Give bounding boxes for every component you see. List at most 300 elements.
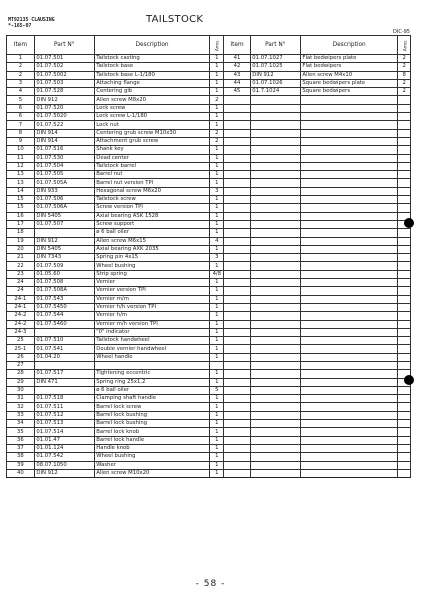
amount-cell: 1 xyxy=(210,179,224,187)
item-cell xyxy=(224,287,250,295)
amount-cell xyxy=(398,345,411,353)
item-cell: 15 xyxy=(7,196,35,204)
part-no-cell: 01.07.5460 xyxy=(34,320,94,328)
description-cell: Vernier h/h version TPI xyxy=(94,303,210,311)
item-cell xyxy=(224,444,250,452)
amount-cell xyxy=(398,287,411,295)
description-cell xyxy=(300,370,398,378)
part-no-cell xyxy=(250,469,300,477)
part-no-cell: 01.07.504 xyxy=(34,162,94,170)
table-row xyxy=(7,179,411,187)
table-row xyxy=(7,320,411,328)
item-cell: 24-1 xyxy=(7,295,35,303)
part-no-cell xyxy=(250,146,300,154)
description-cell xyxy=(300,328,398,336)
description-cell xyxy=(300,279,398,287)
part-no-cell xyxy=(250,287,300,295)
part-no-cell: 08.07.1050 xyxy=(34,461,94,469)
part-no-cell: 01.07.502 xyxy=(34,63,94,71)
part-no-cell: 01.07.528 xyxy=(34,88,94,96)
table-row xyxy=(7,469,411,477)
amount-cell xyxy=(398,411,411,419)
amount-cell xyxy=(398,320,411,328)
part-no-cell: DIN 471 xyxy=(34,378,94,386)
item-cell: 2 xyxy=(7,63,35,71)
description-cell xyxy=(300,154,398,162)
amount-cell: 1 xyxy=(210,320,224,328)
description-cell xyxy=(300,303,398,311)
description-cell xyxy=(300,162,398,170)
amount-cell: 1 xyxy=(210,220,224,228)
amount-cell xyxy=(398,453,411,461)
item-cell xyxy=(224,229,250,237)
description-cell: Allen screw M6x15 xyxy=(94,237,210,245)
page-title: TAILSTOCK xyxy=(146,14,204,25)
description-cell xyxy=(300,320,398,328)
table-row xyxy=(7,187,411,195)
amount-cell: 1 xyxy=(210,312,224,320)
description-cell xyxy=(300,453,398,461)
part-no-cell xyxy=(250,320,300,328)
amount-cell: 1 xyxy=(210,55,224,63)
part-no-cell: 01.07.508A xyxy=(34,287,94,295)
part-no-cell xyxy=(34,328,94,336)
description-cell: Lock screw xyxy=(94,104,210,112)
description-cell xyxy=(300,113,398,121)
part-no-cell: 01.07.501 xyxy=(34,55,94,63)
description-cell xyxy=(300,220,398,228)
item-cell xyxy=(224,245,250,253)
description-cell: Barrel lock handle xyxy=(94,436,210,444)
item-cell: 16 xyxy=(7,212,35,220)
part-no-cell xyxy=(34,361,94,369)
table-row xyxy=(7,137,411,145)
amount-cell: 1 xyxy=(210,262,224,270)
item-cell: 24-2 xyxy=(7,312,35,320)
amount-cell: 1 xyxy=(210,337,224,345)
item-cell xyxy=(224,395,250,403)
item-cell: 5 xyxy=(7,96,35,104)
part-no-cell: DIN 933 xyxy=(34,187,94,195)
part-no-cell xyxy=(250,171,300,179)
description-cell xyxy=(300,237,398,245)
table-row xyxy=(7,113,411,121)
table-row xyxy=(7,428,411,436)
amount-cell: 1 xyxy=(210,353,224,361)
description-cell: Double vernier handwheel xyxy=(94,345,210,353)
item-cell xyxy=(224,295,250,303)
table-row xyxy=(7,287,411,295)
part-no-cell: DIN 912 xyxy=(250,71,300,79)
item-cell xyxy=(224,411,250,419)
amount-cell: 1 xyxy=(210,146,224,154)
item-cell xyxy=(224,386,250,394)
item-cell xyxy=(224,196,250,204)
table-row xyxy=(7,461,411,469)
amount-cell xyxy=(398,229,411,237)
amount-cell xyxy=(398,137,411,145)
item-cell: 7 xyxy=(7,121,35,129)
amount-cell: 2 xyxy=(398,88,411,96)
part-no-cell xyxy=(250,196,300,204)
table-row xyxy=(7,312,411,320)
item-cell xyxy=(224,320,250,328)
item-cell: 1 xyxy=(7,55,35,63)
description-cell: Screw version TPI xyxy=(94,204,210,212)
parts-table-body xyxy=(7,55,411,478)
item-cell xyxy=(224,262,250,270)
header-part-no: Part N° xyxy=(34,36,94,55)
part-no-cell: 01.07.5020 xyxy=(34,113,94,121)
amount-cell xyxy=(398,428,411,436)
amount-cell: 1 xyxy=(210,453,224,461)
description-cell: Allen screw M10x20 xyxy=(94,469,210,477)
amount-cell: 1 xyxy=(210,171,224,179)
part-no-cell: 01.07.544 xyxy=(34,312,94,320)
amount-cell xyxy=(398,245,411,253)
item-cell: 8 xyxy=(7,129,35,137)
item-cell: 3 xyxy=(7,79,35,87)
item-cell: 24-2 xyxy=(7,320,35,328)
part-no-cell xyxy=(250,378,300,386)
item-cell xyxy=(224,420,250,428)
amount-cell xyxy=(398,328,411,336)
description-cell xyxy=(300,420,398,428)
part-no-cell xyxy=(250,353,300,361)
amount-cell: 2 xyxy=(398,63,411,71)
item-cell xyxy=(224,312,250,320)
part-no-cell: 01.07.512 xyxy=(34,411,94,419)
part-no-cell: 01.07.542 xyxy=(34,453,94,461)
description-cell: Square bedwipers plate xyxy=(300,79,398,87)
table-row xyxy=(7,196,411,204)
item-cell xyxy=(224,337,250,345)
part-no-cell: 01.05.60 xyxy=(34,270,94,278)
description-cell xyxy=(300,254,398,262)
description-cell xyxy=(300,262,398,270)
part-no-cell: 01.07.1027 xyxy=(250,55,300,63)
table-row xyxy=(7,79,411,87)
amount-cell: 1 xyxy=(210,121,224,129)
item-cell: 24-3 xyxy=(7,328,35,336)
part-no-cell xyxy=(250,345,300,353)
item-cell: 13 xyxy=(7,179,35,187)
part-no-cell: 01.04.20 xyxy=(34,353,94,361)
description-cell: Spring ring 25x1,2 xyxy=(94,378,210,386)
description-cell xyxy=(300,171,398,179)
description-cell: ø 6 ball oiler xyxy=(94,229,210,237)
item-cell xyxy=(224,270,250,278)
item-cell xyxy=(224,254,250,262)
description-cell xyxy=(300,361,398,369)
parts-table xyxy=(6,35,411,478)
description-cell xyxy=(300,270,398,278)
amount-cell xyxy=(398,113,411,121)
amount-cell xyxy=(398,204,411,212)
item-cell: 36 xyxy=(7,436,35,444)
description-cell: Tailstock barrel xyxy=(94,162,210,170)
item-cell: 45 xyxy=(224,88,250,96)
item-cell xyxy=(224,162,250,170)
description-cell: Wheel handle xyxy=(94,353,210,361)
part-no-cell: 01.07.511 xyxy=(34,403,94,411)
description-cell xyxy=(300,436,398,444)
description-cell xyxy=(300,411,398,419)
item-cell xyxy=(224,370,250,378)
table-row xyxy=(7,345,411,353)
part-no-cell xyxy=(250,121,300,129)
item-cell xyxy=(224,137,250,145)
description-cell: Hexagonal screw M6x20 xyxy=(94,187,210,195)
amount-cell xyxy=(398,420,411,428)
amount-cell: 1 xyxy=(210,428,224,436)
table-row xyxy=(7,171,411,179)
part-no-cell xyxy=(250,444,300,452)
table-row xyxy=(7,453,411,461)
item-cell: 28 xyxy=(7,370,35,378)
description-cell xyxy=(300,121,398,129)
description-cell xyxy=(300,378,398,386)
table-row xyxy=(7,403,411,411)
part-no-cell: DIN 914 xyxy=(34,137,94,145)
item-cell: 24 xyxy=(7,279,35,287)
description-cell: Washer xyxy=(94,461,210,469)
part-no-cell xyxy=(250,370,300,378)
item-cell xyxy=(224,212,250,220)
amount-cell: 4 xyxy=(210,237,224,245)
amount-cell: 8 xyxy=(398,71,411,79)
item-cell: 23 xyxy=(7,270,35,278)
part-no-cell xyxy=(250,403,300,411)
amount-cell: 1 xyxy=(210,436,224,444)
item-cell: 12 xyxy=(7,162,35,170)
description-cell: Tailstock casting xyxy=(94,55,210,63)
part-no-cell: 01.07.508 xyxy=(34,279,94,287)
header-description-right: Description xyxy=(300,36,398,55)
amount-cell: 1 xyxy=(210,295,224,303)
part-no-cell xyxy=(250,187,300,195)
description-cell: Centering grub screw M10x30 xyxy=(94,129,210,137)
description-cell xyxy=(300,187,398,195)
description-cell: Tailstock handwheel xyxy=(94,337,210,345)
part-no-cell: 01.07.507 xyxy=(34,220,94,228)
description-cell: Attachment grub screw xyxy=(94,137,210,145)
item-cell xyxy=(224,179,250,187)
item-cell xyxy=(224,361,250,369)
item-cell: 44 xyxy=(224,79,250,87)
part-no-cell: 01.07.516 xyxy=(34,146,94,154)
part-no-cell: 01.01.47 xyxy=(34,436,94,444)
item-cell: 13 xyxy=(7,171,35,179)
part-no-cell xyxy=(250,279,300,287)
item-cell xyxy=(224,237,250,245)
description-cell xyxy=(300,287,398,295)
table-row xyxy=(7,55,411,63)
description-cell: Vernier m/h version TPI xyxy=(94,320,210,328)
item-cell: 31 xyxy=(7,395,35,403)
description-cell xyxy=(300,444,398,452)
item-cell: 22 xyxy=(7,262,35,270)
amount-cell: 2 xyxy=(210,137,224,145)
header-item-right: Item xyxy=(224,36,250,55)
item-cell: 20 xyxy=(7,245,35,253)
item-cell: 37 xyxy=(7,444,35,452)
item-cell: 40 xyxy=(7,469,35,477)
item-cell: 41 xyxy=(224,55,250,63)
item-cell xyxy=(224,121,250,129)
amount-cell: 1 xyxy=(210,154,224,162)
amount-cell: 1 xyxy=(210,411,224,419)
description-cell xyxy=(300,295,398,303)
description-cell xyxy=(300,403,398,411)
description-cell xyxy=(300,395,398,403)
table-row xyxy=(7,386,411,394)
part-no-cell xyxy=(250,436,300,444)
part-no-cell: 01.07.518 xyxy=(34,395,94,403)
part-no-cell xyxy=(250,154,300,162)
description-cell xyxy=(300,146,398,154)
item-cell: 43 xyxy=(224,71,250,79)
header-part-no-right: Part N° xyxy=(250,36,300,55)
amount-cell: 1 xyxy=(210,403,224,411)
amount-cell xyxy=(398,295,411,303)
description-cell: Vernier m/m xyxy=(94,295,210,303)
table-row xyxy=(7,270,411,278)
description-cell xyxy=(300,353,398,361)
amount-cell: 2 xyxy=(210,129,224,137)
description-cell: ø 6 ball oiler xyxy=(94,386,210,394)
description-cell: Vernier xyxy=(94,279,210,287)
item-cell xyxy=(224,146,250,154)
item-cell xyxy=(224,428,250,436)
table-row xyxy=(7,96,411,104)
description-cell xyxy=(300,345,398,353)
item-cell: 11 xyxy=(7,154,35,162)
item-cell: 9 xyxy=(7,137,35,145)
table-row xyxy=(7,254,411,262)
part-no-cell xyxy=(250,104,300,112)
amount-cell xyxy=(398,254,411,262)
amount-cell xyxy=(398,262,411,270)
description-cell xyxy=(300,196,398,204)
table-row xyxy=(7,436,411,444)
part-no-cell xyxy=(250,262,300,270)
part-no-cell: 01.01.124 xyxy=(34,444,94,452)
item-cell xyxy=(224,129,250,137)
part-no-cell xyxy=(34,386,94,394)
part-no-cell xyxy=(250,270,300,278)
item-cell: 26 xyxy=(7,353,35,361)
amount-cell xyxy=(398,469,411,477)
part-no-cell: 01.07.1026 xyxy=(250,79,300,87)
description-cell: Wheel bushing xyxy=(94,262,210,270)
part-no-cell: 01.07.517 xyxy=(34,370,94,378)
part-no-cell xyxy=(250,303,300,311)
amount-cell: 1 xyxy=(210,469,224,477)
amount-cell xyxy=(398,403,411,411)
amount-cell xyxy=(398,146,411,154)
part-no-cell: DIN 914 xyxy=(34,129,94,137)
doc-code: DIC-95 xyxy=(393,29,410,35)
description-cell xyxy=(300,212,398,220)
item-cell xyxy=(224,461,250,469)
table-row xyxy=(7,154,411,162)
part-no-cell: 01.07.509 xyxy=(34,262,94,270)
amount-cell: 5 xyxy=(210,386,224,394)
amount-cell: 1 xyxy=(210,113,224,121)
item-cell: 24-1 xyxy=(7,303,35,311)
description-cell xyxy=(300,204,398,212)
description-cell: Shank key xyxy=(94,146,210,154)
item-cell xyxy=(224,104,250,112)
item-cell: 10 xyxy=(7,146,35,154)
part-no-cell: DIN 912 xyxy=(34,237,94,245)
part-no-cell: 01.07.5450 xyxy=(34,303,94,311)
part-no-cell: 01.07.505 xyxy=(34,171,94,179)
amount-cell xyxy=(398,361,411,369)
part-no-cell: 01.7.1024 xyxy=(250,88,300,96)
description-cell: Screw support xyxy=(94,220,210,228)
part-no-cell xyxy=(34,229,94,237)
item-cell: 34 xyxy=(7,420,35,428)
table-row xyxy=(7,245,411,253)
description-cell: Vernier version TPI xyxy=(94,287,210,295)
punch-hole xyxy=(404,375,414,385)
description-cell: Centering gib xyxy=(94,88,210,96)
description-cell: Axial bearing AXK 2035 xyxy=(94,245,210,253)
header-description: Description xyxy=(94,36,210,55)
amount-cell xyxy=(398,303,411,311)
amount-cell: 2 xyxy=(398,79,411,87)
amount-cell: 1 xyxy=(210,71,224,79)
amount-cell: 4/8 xyxy=(210,270,224,278)
item-cell: 17 xyxy=(7,220,35,228)
part-no-cell xyxy=(250,204,300,212)
part-no-cell: 01.07.503 xyxy=(34,79,94,87)
part-no-cell xyxy=(250,179,300,187)
part-no-cell xyxy=(250,361,300,369)
header-item: Item xyxy=(7,36,35,55)
table-row xyxy=(7,88,411,96)
amount-cell xyxy=(398,395,411,403)
amount-cell xyxy=(398,444,411,452)
amount-cell xyxy=(398,154,411,162)
amount-cell: 1 xyxy=(210,378,224,386)
amount-cell xyxy=(398,461,411,469)
part-no-cell xyxy=(250,428,300,436)
description-cell xyxy=(300,229,398,237)
part-no-cell xyxy=(250,162,300,170)
part-no-cell: 01.07.520 xyxy=(34,104,94,112)
amount-cell xyxy=(398,337,411,345)
table-row xyxy=(7,146,411,154)
part-no-cell: 01.07.513 xyxy=(34,420,94,428)
table-row xyxy=(7,361,411,369)
item-cell: 38 xyxy=(7,453,35,461)
description-cell: "0" indicator xyxy=(94,328,210,336)
part-no-cell: 01.07.506 xyxy=(34,196,94,204)
item-cell: 14 xyxy=(7,187,35,195)
part-no-cell xyxy=(250,220,300,228)
table-row xyxy=(7,303,411,311)
part-no-cell: 01.07.510 xyxy=(34,337,94,345)
item-cell: 18 xyxy=(7,229,35,237)
amount-cell: 2 xyxy=(210,96,224,104)
description-cell: Barrel lock bushing xyxy=(94,411,210,419)
amount-cell: 1 xyxy=(210,79,224,87)
amount-cell xyxy=(398,436,411,444)
item-cell: 6 xyxy=(7,113,35,121)
